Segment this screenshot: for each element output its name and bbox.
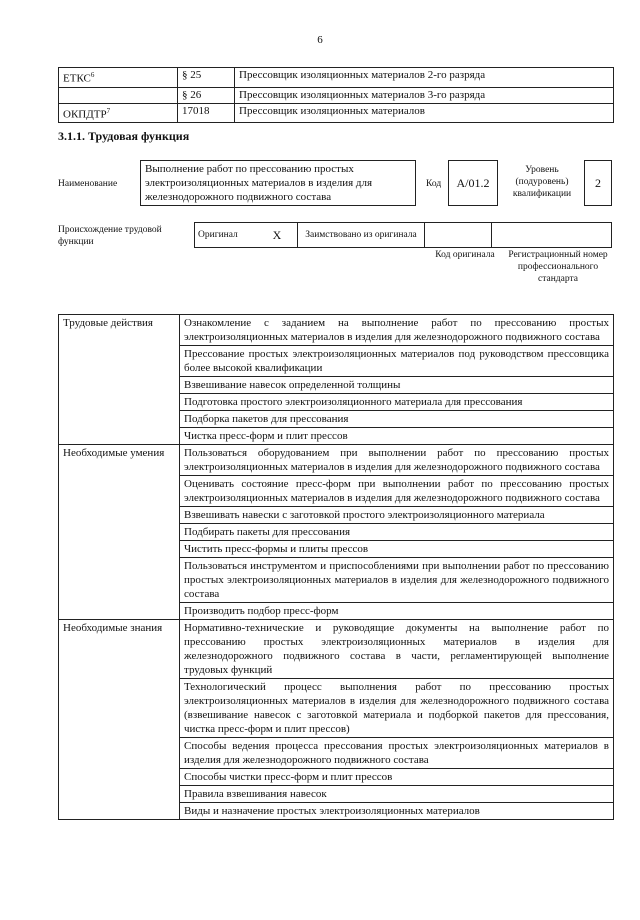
- requirement-item: Технологический процесс выполнения работ по прессованию простых электроизоляционных материалов в изделия для железнодорожного подвижного состава (взвешивание навесок с заготовкой материала и подборкой пакетов для прессования, чистка пресс-форм и плит прессов): [180, 679, 614, 738]
- etks-name-cell: Прессовщик изоляционных материалов: [235, 103, 614, 123]
- function-name-box: Выполнение работ по прессованию простых электроизоляционных материалов в изделия для железнодорожного подвижного состава: [140, 160, 416, 206]
- requirement-item: Способы ведения процесса прессования простых электроизоляционных материалов в изделия для железнодорожного подвижного состава: [180, 738, 614, 769]
- requirement-item: Взвешивание навесок определенной толщины: [180, 377, 614, 394]
- classifier-code: ОКПДТР: [63, 108, 107, 121]
- table-row: [59, 315, 614, 346]
- original-label: Оригинал: [195, 223, 258, 248]
- etks-table: [58, 67, 614, 123]
- etks-num-cell: § 26: [178, 87, 235, 103]
- name-label: Наименование: [58, 179, 118, 189]
- requirement-item: Способы чистки пресс-форм и плит прессов: [180, 769, 614, 786]
- original-code-cell: [425, 223, 492, 248]
- requirement-item: Чистка пресс-форм и плит прессов: [180, 428, 614, 445]
- category-label: Необходимые знания: [59, 620, 180, 820]
- table-row: [195, 223, 612, 248]
- table-row: [59, 87, 614, 103]
- function-code-box: A/01.2: [448, 160, 498, 206]
- requirement-item: Взвешивать навески с заготовкой простого электроизоляционного материала: [180, 507, 614, 524]
- code-label: Код: [426, 179, 442, 189]
- origin-label: Происхождение трудовой функции: [58, 225, 162, 247]
- requirement-item: Чистить пресс-формы и плиты прессов: [180, 541, 614, 558]
- requirement-item: Подготовка простого электроизоляционного материала для прессования: [180, 394, 614, 411]
- table-row: [59, 103, 614, 123]
- level-label: Уровень (подуровень) квалификации: [512, 165, 572, 199]
- table-row: [59, 445, 614, 476]
- requirement-item: Виды и назначение простых электроизоляционных материалов: [180, 803, 614, 820]
- requirement-item: Подборка пакетов для прессования: [180, 411, 614, 428]
- category-label: Необходимые умения: [59, 445, 180, 620]
- etks-num-cell: § 25: [178, 68, 235, 88]
- footnote-mark: 7: [106, 106, 111, 115]
- etks-name-cell: Прессовщик изоляционных материалов 2-го разряда: [235, 68, 614, 88]
- section-title: 3.1.1. Трудовая функция: [58, 129, 190, 143]
- borrowed-label: Заимствовано из оригинала: [298, 223, 425, 248]
- requirement-item: Подбирать пакеты для прессования: [180, 524, 614, 541]
- table-row: [59, 620, 614, 679]
- footnote-mark: 6: [90, 71, 95, 79]
- etks-code-cell: [59, 87, 178, 103]
- original-mark: X: [257, 223, 298, 248]
- requirement-item: Пользоваться инструментом и приспособлениями при выполнении работ по прессованию простых электроизоляционных материалов в изделия для железнодорожного подвижного состава: [180, 558, 614, 603]
- category-label: Трудовые действия: [59, 315, 180, 445]
- classifier-code: ЕТКС: [63, 72, 91, 85]
- requirement-item: Прессование простых электроизоляционных материалов под руководством прессовщика более высокой квалификации: [180, 346, 614, 377]
- requirement-item: Пользоваться оборудованием при выполнении работ по прессованию простых электроизоляционных материалов в изделия для железнодорожного подвижного состава: [180, 445, 614, 476]
- requirement-item: Ознакомление с заданием на выполнение работ по прессованию простых электроизоляционных материалов в изделия для железнодорожного подвижного состава: [180, 315, 614, 346]
- level-value-box: 2: [584, 160, 612, 206]
- requirement-item: Нормативно-технические и руководящие документы на выполнение работ по прессованию простых электроизоляционных материалов в изделия для железнодорожного подвижного состава в части, регламентирующей выполнение трудовых функций: [180, 620, 614, 679]
- etks-code-cell: [59, 103, 178, 123]
- page-number: 6: [317, 34, 323, 46]
- requirement-item: Оценивать состояние пресс-форм при выполнении работ по прессованию простых электроизоляционных материалов в изделия для железнодорожного подвижного состава: [180, 476, 614, 507]
- requirement-item: Правила взвешивания навесок: [180, 786, 614, 803]
- labor-function-table: [58, 314, 614, 820]
- etks-num-cell: 17018: [178, 103, 235, 123]
- requirement-item: Производить подбор пресс-форм: [180, 603, 614, 620]
- etks-name-cell: Прессовщик изоляционных материалов 3-го разряда: [235, 87, 614, 103]
- origin-table: [194, 222, 612, 248]
- table-row: [59, 68, 614, 88]
- code-caption: Код оригинала: [435, 250, 495, 260]
- registration-caption: Регистрационный номер профессионального стандарта: [508, 250, 608, 284]
- registration-number-cell: [492, 223, 612, 248]
- etks-code-cell: [59, 68, 178, 88]
